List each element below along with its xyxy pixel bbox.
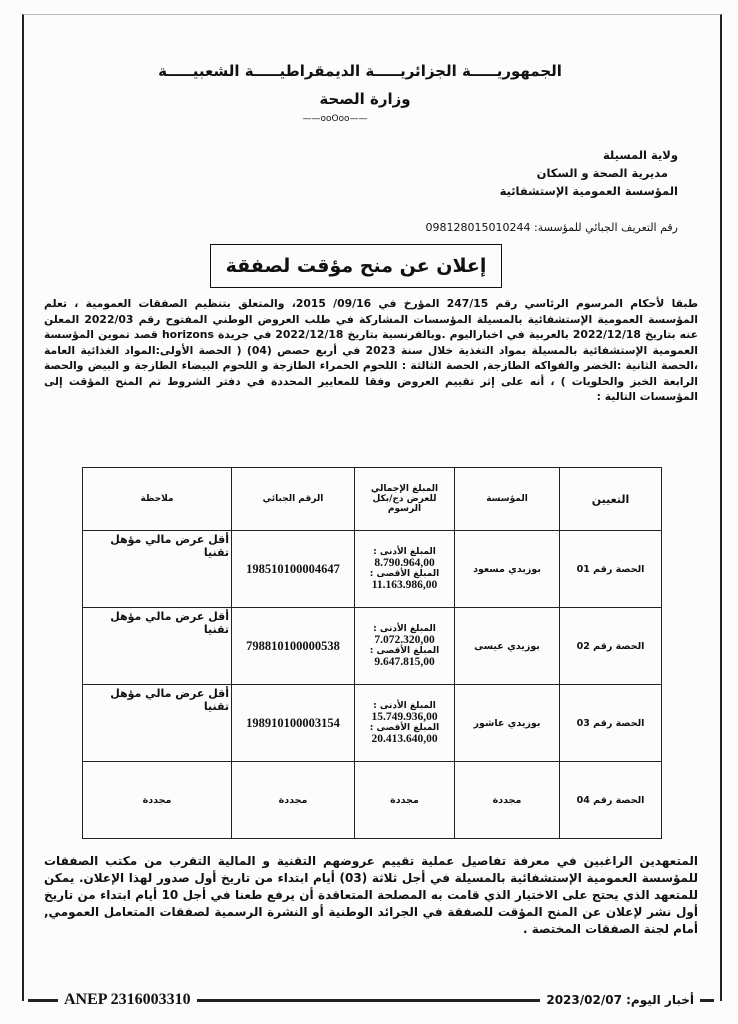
- min-label: المبلغ الأدنى :: [373, 701, 436, 711]
- max-label: المبلغ الأقصى :: [369, 723, 440, 733]
- ministry-heading: وزارة الصحة: [319, 90, 411, 108]
- max-amount: 9.647.815,00: [374, 656, 435, 668]
- header-note: ملاحظة: [83, 468, 232, 531]
- tax-id-line: [426, 221, 679, 234]
- directorate: مديرية الصحة و السكان: [536, 166, 668, 180]
- tax-id-value: 098128015010244: [425, 221, 531, 234]
- min-label: المبلغ الأدنى :: [373, 624, 436, 634]
- company: بوزيدي عاشور: [455, 685, 560, 762]
- award-table: [82, 467, 662, 839]
- lot: الحصة رقم 02: [560, 608, 662, 685]
- amount: [355, 531, 455, 608]
- tax-id-label: رقم التعريف الجبائي للمؤسسة:: [533, 221, 678, 234]
- table-row: [83, 531, 662, 608]
- institution: المؤسسة العمومية الإستشفائية: [499, 184, 678, 198]
- publication-date: أخبار اليوم: 2023/02/07: [546, 993, 694, 1007]
- max-label: المبلغ الأقصى :: [369, 569, 440, 579]
- min-label: المبلغ الأدنى :: [373, 547, 436, 557]
- tax-number: 198510100004647: [232, 531, 355, 608]
- company: بوزيدي مسعود: [455, 531, 560, 608]
- header-company: المؤسسة: [455, 468, 560, 531]
- max-label: المبلغ الأقصى :: [369, 646, 440, 656]
- anep-reference: ANEP 2316003310: [64, 991, 191, 1008]
- tax-number: مجددة: [232, 762, 355, 839]
- note: أقل عرض مالي مؤهل تقنيا: [83, 608, 232, 685]
- divider: [700, 999, 714, 1002]
- min-amount: 7.072.320,00: [374, 634, 435, 646]
- amount: [355, 685, 455, 762]
- tax-number: 798810100000538: [232, 608, 355, 685]
- table-row: [83, 762, 662, 839]
- min-amount: 8.790.964,00: [374, 557, 435, 569]
- table-row: [83, 685, 662, 762]
- company: بوزيدي عيسى: [455, 608, 560, 685]
- header-amount: المبلغ الإجمالي للعرض دج/بكل الرسوم: [355, 468, 455, 531]
- note: أقل عرض مالي مؤهل تقنيا: [83, 685, 232, 762]
- table-row: [83, 608, 662, 685]
- header-tax: الرقم الجبائي: [232, 468, 355, 531]
- tax-number: 198910100003154: [232, 685, 355, 762]
- footer: [22, 990, 720, 1010]
- header-lot: التعيين: [560, 468, 662, 531]
- republic-heading: الجمهوريـــــة الجزائريـــــة الديمقراطيـــــة الشعبيـــــة: [158, 62, 562, 80]
- ornament: ——ooOoo——: [302, 114, 368, 124]
- max-amount: 20.413.640,00: [371, 733, 438, 745]
- min-amount: 15.749.936,00: [371, 711, 438, 723]
- amount: مجددة: [355, 762, 455, 839]
- lot: الحصة رقم 01: [560, 531, 662, 608]
- divider: [197, 999, 541, 1002]
- table-header-row: [83, 468, 662, 531]
- closing-paragraph: المتعهدين الراغبين في معرفة تفاصيل عملية تقييم عروضهم التقنية و المالية التقرب من مكتب الصفقات للمؤسسة العمومية الإستشفائية بالمسيلة في أجل ثلاثة (03) أيام ابتداء من تاريخ أول صدور لهذا الإعلان. يمكن للمتعهد الذي يحتج على الاختيار الذي قامت به المصلحة المتعاقدة أن يرفع طعنا في أجل 10 أيام ابتداء من تاريخ أول نشر لإعلان عن المنح المؤقت للصفقة في الجرائد الوطنية أو النشرة الرسمية لصفقات المتعامل العمومي, أمام لجنة الصفقات المختصة .: [44, 854, 698, 936]
- announcement-title: إعلان عن منح مؤقت لصفقة: [210, 244, 502, 288]
- intro-paragraph: طبقا لأحكام المرسوم الرئاسي رقم 247/15 المؤرخ في 09/16/ 2015، والمتعلق بتنظيم الصفقات العمومية ، تعلم المؤسسة العمومية الإستشفائية بالمسيلة المؤسسات المشاركة في طلب العروض الوطني المفتوح رقم 2022/03 المعلن عنه بتاريخ 2022/12/18 بالعربية في اخباراليوم .وبالفرنسية بتاريخ 2022/12/18 في جريدة horizons قصد تموين المؤسسة العمومية الإستشفائية بالمسيلة بمواد التغذية خلال سنة 2023 في أربع حصص (04) ( الحصة الأولى:المواد الغذائية العامة ،الحصة الثانية :الخضر والفواكه الطازجة, الحصة الثالثة : اللحوم الحمراء الطازجة و اللحوم البيضاء الطازجة و البيض والحصة الرابعة الخبز والحلويات ) ، أنه على إثر تقييم العروض وفقا للمعايير المحددة في دفتر الشروط تم المنح المؤقت إلى المؤسسات التالية :: [44, 297, 699, 403]
- company: مجددة: [455, 762, 560, 839]
- wilaya: ولاية المسيلة: [602, 148, 678, 162]
- lot: الحصة رقم 04: [560, 762, 662, 839]
- amount: [355, 608, 455, 685]
- note: مجددة: [83, 762, 232, 839]
- lot: الحصة رقم 03: [560, 685, 662, 762]
- note: أقل عرض مالي مؤهل تقنيا: [83, 531, 232, 608]
- divider: [28, 999, 58, 1002]
- max-amount: 11.163.986,00: [371, 579, 438, 591]
